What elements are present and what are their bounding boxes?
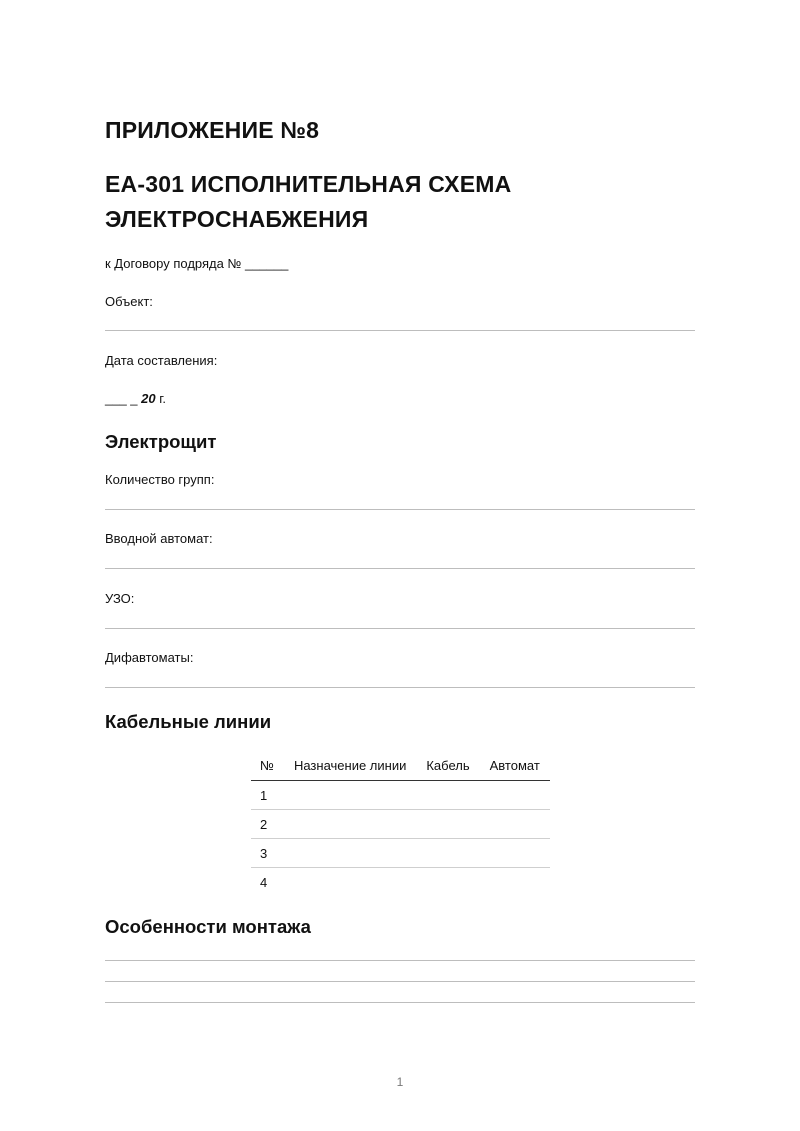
- groups-count-fill-line: [105, 509, 695, 510]
- object-label: Объект:: [105, 294, 153, 309]
- table-row: [251, 810, 550, 839]
- contract-reference: к Договору подряда № ______: [105, 256, 289, 271]
- row-breaker-cell: [480, 781, 550, 810]
- object-fill-line: [105, 330, 695, 331]
- table-row: [251, 781, 550, 810]
- installation-fill-line-2: [105, 981, 695, 982]
- date-value: [105, 391, 166, 406]
- rcd-fill-line: [105, 628, 695, 629]
- column-header-purpose: Назначение линии: [284, 756, 416, 781]
- row-purpose-cell: [284, 810, 416, 839]
- cable-lines-table: [251, 756, 550, 896]
- main-breaker-fill-line: [105, 568, 695, 569]
- date-label: Дата составления:: [105, 353, 218, 368]
- section-heading-cables: Кабельные линии: [105, 711, 272, 732]
- date-day-month-blank: ___ _: [105, 391, 142, 406]
- main-breaker-label: Вводной автомат:: [105, 531, 213, 546]
- row-breaker-cell: [480, 810, 550, 839]
- document-title-line2: ЭЛЕКТРОСНАБЖЕНИЯ: [105, 206, 369, 232]
- installation-fill-line-3: [105, 1002, 695, 1003]
- column-header-cable: Кабель: [416, 756, 479, 781]
- document-title-line1: ЕА-301 ИСПОЛНИТЕЛЬНАЯ СХЕМА: [105, 171, 512, 197]
- row-purpose-cell: [284, 839, 416, 868]
- row-number: 2: [251, 810, 284, 839]
- column-header-number: №: [251, 756, 284, 781]
- row-breaker-cell: [480, 868, 550, 897]
- rcd-label: УЗО:: [105, 591, 135, 606]
- section-heading-installation: Особенности монтажа: [105, 916, 311, 937]
- date-year: 20: [141, 391, 156, 406]
- row-number: 4: [260, 874, 268, 890]
- row-number: 1: [251, 781, 284, 810]
- installation-fill-line-1: [105, 960, 695, 961]
- column-header-breaker: Автомат: [480, 756, 550, 781]
- row-breaker-cell: [480, 839, 550, 868]
- groups-count-label: Количество групп:: [105, 472, 215, 487]
- row-purpose-cell: [284, 781, 416, 810]
- rcbo-fill-line: [105, 687, 695, 688]
- row-number: 3: [251, 839, 284, 868]
- page-number: 1: [396, 1075, 404, 1089]
- table-header-row: [251, 756, 550, 781]
- row-cable-cell: [416, 781, 479, 810]
- row-purpose-cell: [284, 868, 416, 897]
- row-cable-cell: [416, 810, 479, 839]
- row-cable-cell: [416, 868, 479, 897]
- row-cable-cell: [416, 839, 479, 868]
- appendix-heading: ПРИЛОЖЕНИЕ №8: [105, 117, 320, 143]
- rcbo-label: Дифавтоматы:: [105, 650, 194, 665]
- date-suffix: г.: [155, 391, 167, 406]
- table-row: [251, 868, 550, 897]
- table-row: [251, 839, 550, 868]
- section-heading-panel: Электрощит: [105, 431, 217, 452]
